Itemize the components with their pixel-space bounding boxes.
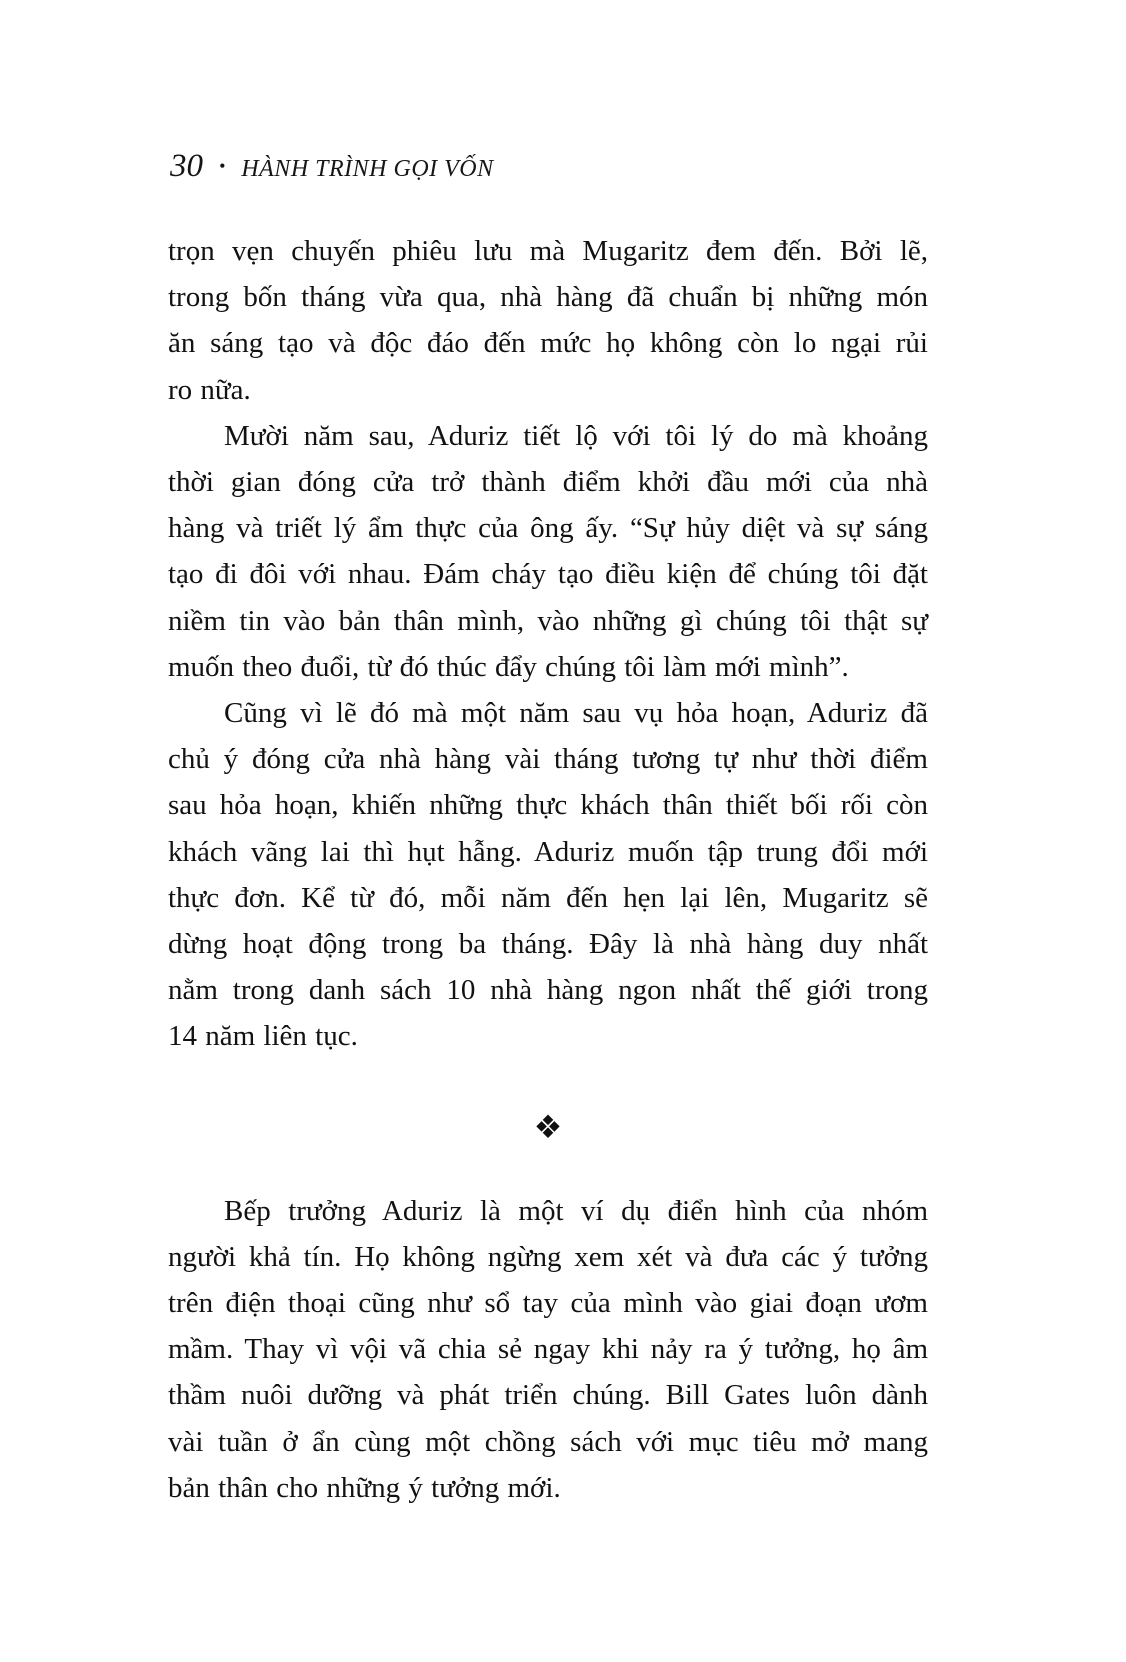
running-title: HÀNH TRÌNH GỌI VỐN [241, 156, 494, 182]
text-line: tạo đi đôi với nhau. Đám cháy tạo điều kiện để chúng tôi đặt [168, 558, 928, 591]
text-line: dừng hoạt động trong ba tháng. Đây là nhà hàng duy nhất [168, 928, 928, 961]
text-line: nằm trong danh sách 10 nhà hàng ngon nhất thế giới trong [168, 974, 928, 1007]
text-line: trong bốn tháng vừa qua, nhà hàng đã chuẩn bị những món [168, 281, 928, 314]
text-line: Bếp trưởng Aduriz là một ví dụ điển hình của nhóm [224, 1194, 928, 1227]
text-line: Mười năm sau, Aduriz tiết lộ với tôi lý do mà khoảng [224, 419, 928, 452]
page-number: 30 [170, 148, 203, 184]
header-bullet-icon: • [219, 156, 226, 176]
paragraph [168, 690, 928, 1060]
text-line: khách vãng lai thì hụt hẫng. Aduriz muốn tập trung đổi mới [168, 835, 928, 868]
text-line: bản thân cho những ý tưởng mới. [168, 1471, 561, 1504]
body-text [168, 228, 928, 1511]
text-line: hàng và triết lý ẩm thực của ông ấy. “Sự hủy diệt và sự sáng [168, 512, 928, 545]
text-line: 14 năm liên tục. [168, 1020, 358, 1053]
text-line: niềm tin vào bản thân mình, vào những gì chúng tôi thật sự [168, 604, 928, 637]
text-line: người khả tín. Họ không ngừng xem xét và đưa các ý tưởng [168, 1240, 928, 1273]
text-line: muốn theo đuổi, từ đó thúc đẩy chúng tôi làm mới mình”. [168, 650, 849, 683]
text-line: trọn vẹn chuyến phiêu lưu mà Mugaritz đem đến. Bởi lẽ, [168, 235, 928, 267]
text-line: sau hỏa hoạn, khiến những thực khách thân thiết bối rối còn [168, 789, 928, 822]
text-line: ăn sáng tạo và độc đáo đến mức họ không còn lo ngại rủi [168, 327, 928, 360]
running-header [170, 148, 494, 185]
paragraph [168, 228, 928, 413]
text-line: thầm nuôi dưỡng và phát triển chúng. Bill Gates luôn dành [168, 1379, 928, 1412]
text-line: vài tuần ở ẩn cùng một chồng sách với mục tiêu mở mang [168, 1425, 928, 1458]
text-line: trên điện thoại cũng như sổ tay của mình vào giai đoạn ươm [168, 1287, 928, 1320]
paragraph [168, 413, 928, 690]
text-line: thực đơn. Kể từ đó, mỗi năm đến hẹn lại lên, Mugaritz sẽ [168, 881, 928, 914]
text-line: Cũng vì lẽ đó mà một năm sau vụ hỏa hoạn, Aduriz đã [224, 697, 928, 730]
text-line: chủ ý đóng cửa nhà hàng vài tháng tương tự như thời điểm [168, 743, 928, 776]
text-line: mầm. Thay vì vội vã chia sẻ ngay khi nảy ra ý tưởng, họ âm [168, 1333, 928, 1366]
section-separator-ornament-icon: ❖ [533, 1108, 563, 1145]
paragraph [168, 1188, 928, 1511]
text-line: thời gian đóng cửa trở thành điểm khởi đầu mới của nhà [168, 466, 928, 499]
text-line: ro nữa. [168, 373, 251, 406]
